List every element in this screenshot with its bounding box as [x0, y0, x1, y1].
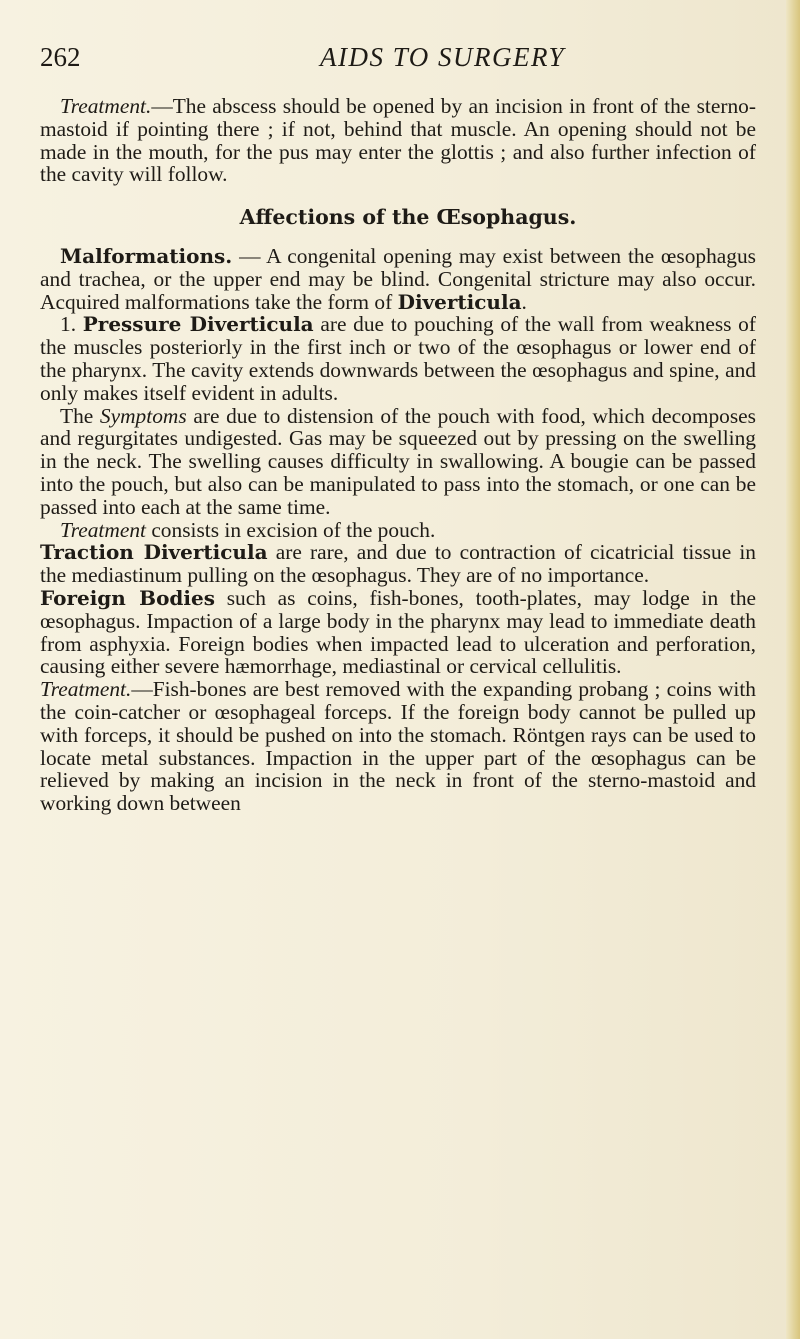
diverticula-term: Diverticula — [397, 289, 522, 314]
pressure-diverticula-paragraph — [40, 313, 756, 404]
foreign-bodies-heading: Foreign Bodies — [40, 585, 215, 610]
traction-diverticula-paragraph — [40, 541, 756, 587]
treatment-label: Treatment — [60, 517, 146, 542]
paragraph-text: are due to pouching of the wall from weakness of the muscles posteriorly in the first inch or two of the œsophagus or lower end of the pharynx. The cavity extends downwards between the œsophagus and spine, and only makes itself evident in adults. — [40, 312, 756, 405]
malformations-heading: Malformations. — [60, 243, 233, 268]
paragraph-text: are due to distension of the pouch with food, which decomposes and regurgitates undigested. Gas may be squeezed out by pressing on the swelling in the neck. The swelling causes difficulty in swallowing. A bougie can be passed into the pouch, but also can be manipulated to pass into the stomach, or one can be passed into each at the same time. — [40, 403, 756, 519]
paragraph-text: The — [60, 403, 100, 428]
list-number: 1. — [60, 312, 83, 337]
paragraph-text: consists in excision of the pouch. — [145, 517, 436, 542]
treatment-paragraph-foreign-bodies — [40, 678, 756, 815]
paragraph-text: such as coins, fish-bones, tooth-plates, may lodge in the œsophagus. Impaction of a large body in the pharynx may lead to immediate death from asphyxia. Foreign bodies when impacted lead to ulceration and perforation, causing either severe hæmorrhage, mediastinal or cervical cellulitis. — [40, 585, 757, 679]
pressure-diverticula-heading: Pressure Diverticula — [82, 312, 314, 337]
symptoms-paragraph — [40, 405, 756, 519]
treatment-label: Treatment. — [60, 94, 152, 118]
treatment-paragraph-abscess — [40, 95, 756, 186]
page-header — [40, 38, 760, 86]
page-body — [40, 95, 756, 815]
paragraph-text: —The abscess should be opened by an incision in front of the sterno-mastoid if pointing there ; if not, behind that muscle. An opening should not be made in the mouth, for the pus may enter the glottis ; and also further infection of the cavity will follow. — [40, 94, 756, 187]
treatment-label: Treatment. — [40, 677, 132, 702]
paragraph-text: are rare, and due to contraction of cicatricial tissue in the mediastinum pulling on the œsophagus. They are of no importance. — [40, 540, 756, 588]
foreign-bodies-paragraph — [40, 587, 756, 678]
running-title: AIDS TO SURGERY — [320, 42, 566, 72]
page-edge — [786, 0, 800, 1339]
paragraph-text: —Fish-bones are best removed with the expanding probang ; coins with the coin-catcher or œsophageal forceps. If the foreign body cannot be pulled up with forceps, it should be pushed on into the stomach. Röntgen rays can be used to locate metal substances. Impaction in the upper part of the œsophagus can be relieved by making an incision in the neck in front of the sterno-mastoid and working down between — [40, 677, 756, 816]
malformations-paragraph — [40, 245, 756, 313]
page-number: 262 — [40, 42, 81, 72]
paragraph-text: . — [521, 289, 527, 314]
section-title: Affections of the Œsophagus. — [239, 205, 577, 230]
paragraph-text: — A congenital opening may exist between the œsophagus and trachea, or the upper end may be blind. Congenital stricture may also occur. Acquired malformations take the form of — [40, 243, 756, 314]
treatment-paragraph-excision — [40, 519, 756, 542]
symptoms-label: Symptoms — [99, 403, 187, 428]
traction-diverticula-heading: Traction Diverticula — [40, 540, 268, 565]
